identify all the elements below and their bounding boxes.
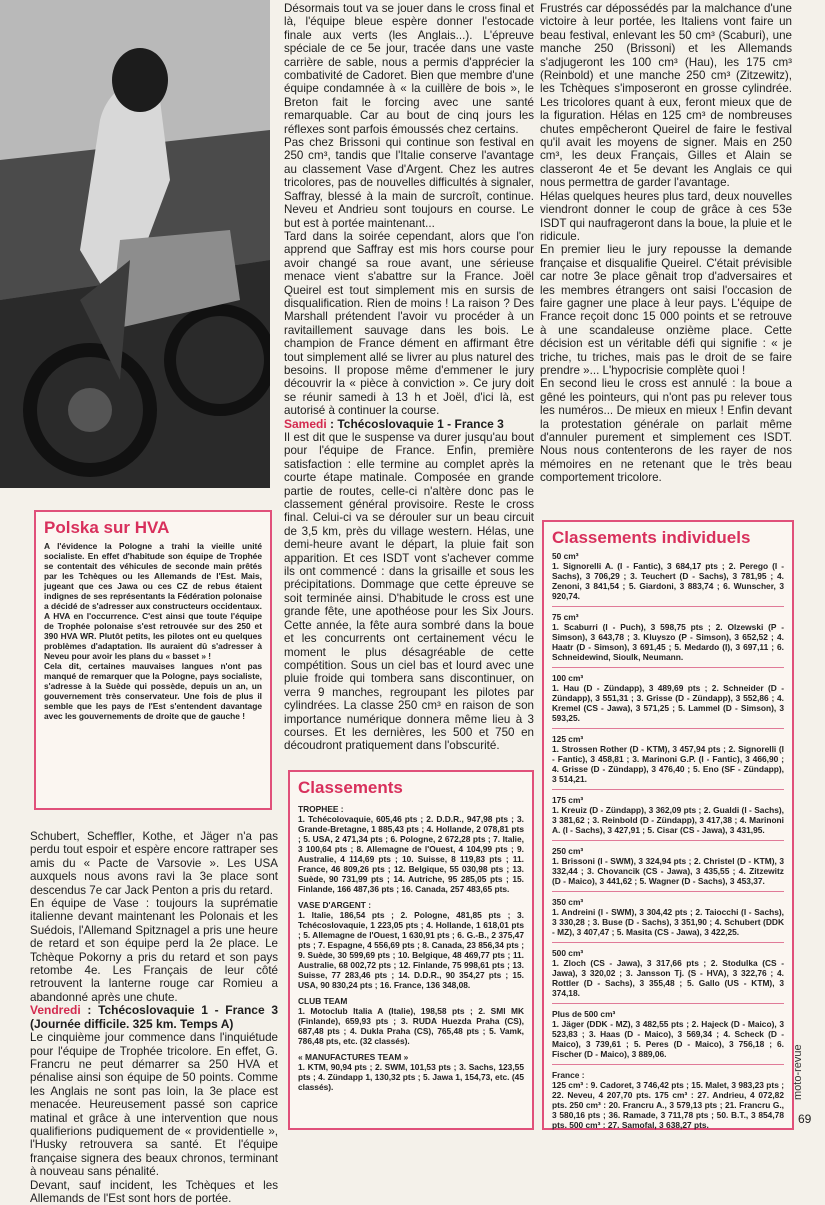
- class-label: 75 cm³: [552, 612, 579, 622]
- section-text: 1. Motoclub Italia A (Italie), 198,58 pts ; 2. SMI MK (Finlande), 659,93 pts ; 3. RUDA Huezda Praha (CS), 687,48 pts ; 4. Dukla Praha (CS), 765,48 pts ; 5. Vamk, 786,48 pts, etc. (32 classés).: [298, 1006, 524, 1046]
- paragraph: Tard dans la soirée cependant, alors que l'on apprend que Saffray est mis hors course pour avoir changé sa roue avant, une sérieuse menace vient s'abattre sur la France. Joël Queirel est tout simplement mis en sursis de disqualification. Rien de moins ! La raison ? Des Marshall prétendent l'avoir vu procéder à un ravitaillement sauvage dans les bois. Le champion de France dément en affirmant être tout simplement allé se livrer au plus naturel des besoins. Il propose même d'emmener le jury découvrir la « pièce à conviction ». Ce jury doit se réunir samedi à 13 h et Joël, d'ici là, est autorisé à continuer la course.: [284, 229, 534, 418]
- class-results: 1. Brissoni (I - SWM), 3 324,94 pts ; 2. Christel (D - KTM), 3 332,44 ; 3. Chovancik (CS - Jawa), 3 435,55 ; 4. Zitzewitz (D - Maico), 3 441,62 ; 5. Wagner (D - Sachs), 3 453,37.: [552, 856, 784, 886]
- section-text: 1. KTM, 90,94 pts ; 2. SWM, 101,53 pts ; 3. Sachs, 123,55 pts ; 4. Zündapp 1, 130,32 pts ; 5. Jawa 1, 154,73, etc. (45 classés).: [298, 1062, 524, 1092]
- section-title: VASE D'ARGENT :: [298, 900, 372, 910]
- paragraph: En second lieu le cross est annulé : la boue a gêné les pointeurs, qui n'ont pas pu relever tous les numéros... De mieux en mieux ! Enfin devant la protestation générale on parlait même d'annuler purement et simplement ces ISDT. Nous nous contenterons de les rayer de nos mémoires en ne retenant que le très beau comportement tricolore.: [540, 377, 792, 485]
- paragraph: Désormais tout va se jouer dans le cross final et là, l'équipe bleue espère donner l'estocade finale aux verts (les Anglais...). L'épreuve spéciale de ce 5e jour, tracée dans une vaste carrière de sable, nous a permis d'apprécier la combativité de Cadoret. Bien que membre d'une équipe condamnée à « la cuillère de bois », le Breton fait le forcing avec une santé remarquable. Car au bout de cinq jours les réflexes sont parfois émoussés chez certains.: [284, 2, 534, 136]
- section-title: « MANUFACTURES TEAM »: [298, 1052, 409, 1062]
- class-results: 1. Jäger (DDK - MZ), 3 482,55 pts ; 2. Hajeck (D - Maico), 3 523,83 ; 3. Haas (D - Maico), 3 569,34 ; 4. Scheck (D - Maico), 3 739,61 ; 5. Peres (D - Maico), 3 756,18 ; 6. Fischer (D - Maico), 3 889,06.: [552, 1019, 784, 1059]
- rider-photo: [0, 0, 270, 488]
- box-text: A l'évidence la Pologne a trahi la vieille unité socialiste. En effet d'habitude son équipe de Trophée se contentait des véhicules de seconde main prêtés par les Tchèques ou les Allemands de l'Est. Mais, jugeant que ces Jawa ou ces CZ de rebus étaient indignes de ses représentants la Fédération polonaise a décidé de s'adresser aux constructeurs occidentaux. A HVA en l'occurrence. C'est ainsi que toute l'équipe de Trophée polonaise s'est retrouvée sur des 250 et 390 HVA WR. Plutôt petits, les pilotes ont eu quelques problèmes d'adaptation. Ils auraient dû s'adresser à Neveu pour avoir les plans du « basset » !: [44, 541, 262, 661]
- class-results: 1. Zloch (CS - Jawa), 3 317,66 pts ; 2. Stodulka (CS - Jawa), 3 320,02 ; 3. Jansson Tj. (S - HVA), 3 322,76 ; 4. Rottler (D - Sachs), 3 355,48 ; 5. Gallo (US - KTM), 3 374,18.: [552, 958, 784, 998]
- class-results: 1. Hau (D - Zündapp), 3 489,69 pts ; 2. Schneider (D - Zündapp), 3 551,31 ; 3. Grisse (D - Zündapp), 3 552,86 ; 4. Kremel (CS - Jawa), 3 571,25 ; 5. Lammel (D - Simson), 3 593,25.: [552, 683, 784, 723]
- box-title: Classements individuels: [552, 528, 751, 547]
- section-text: 1. Italie, 186,54 pts ; 2. Pologne, 481,85 pts ; 3. Tchécoslovaquie, 1 223,05 pts ; 4. Hollande, 1 618,01 pts ; 5. Allemagne de l'Ouest, 1 630,91 pts ; 6. G.-B., 2 375,47 pts ; 7. Espagne, 4 556,69 pts ; 8. Canada, 23 856,34 pts ; 9. Suède, 30 599,69 pts ; 10. Belgique, 48 469,77 pts ; 11. Australie, 68 002,72 pts ; 12. Finlande, 75 998,61 pts ; 13. Suisse, 77 283,46 pts ; 14. D.D.R., 90 354,27 pts ; 15. USA, 90 830,24 pts ; 16. France, 136 348,08.: [298, 910, 524, 990]
- class-entry: [552, 673, 784, 729]
- class-entry: [552, 734, 784, 790]
- paragraph: Schubert, Scheffler, Kothe, et Jäger n'a pas perdu tout espoir et espère encore rattraper ses amis du « Pacte de Varsovie ». Les USA auxquels nous avons ravi la 3e place sont descendus 7e car Jack Penton a pris du retard.: [30, 830, 278, 897]
- class-label: France :: [552, 1070, 585, 1080]
- class-results: 1. Andreini (I - SWM), 3 304,42 pts ; 2. Taiocchi (I - Sachs), 3 330,28 ; 3. Buse (D - Sachs), 3 351,90 ; 4. Schubert (DDK - MZ), 3 407,47 ; 5. Masita (CS - Jawa), 3 422,25.: [552, 907, 784, 937]
- box-text: Cela dit, certaines mauvaises langues n'ont pas manqué de remarquer que la Pologne, pays socialiste, s'adresse à la Suède qui possède, depuis un an, un gouvernement très conservateur. Une fois de plus il semble que les pays de l'Est s'entendent davantage avec les gouvernements de droite que de gauche !: [44, 661, 262, 721]
- class-entry: [552, 1009, 784, 1065]
- section-text: 1. Tchécolovaquie, 605,46 pts ; 2. D.D.R., 947,98 pts ; 3. Grande-Bretagne, 1 885,43 pts ; 4. Hollande, 2 078,81 pts ; 5. USA, 2 471,34 pts ; 6. Pologne, 2 672,28 pts ; 7. Italie, 3 100,64 pts ; 8. Allemagne de l'Ouest, 4 104,99 pts ; 9. Australie, 4 114,69 pts ; 10. Suisse, 8 119,83 pts ; 11. France, 46 809,26 pts ; 12. Belgique, 55 030,98 pts ; 13. Suède, 90 731,99 pts ; 14. Autriche, 95 285,05 pts ; 15. Finlande, 166 487,36 pts ; 16. Canada, 257 483,65 pts.: [298, 814, 524, 894]
- class-entry: [552, 551, 784, 607]
- class-entry: [552, 948, 784, 1004]
- middle-column-text: [284, 2, 534, 753]
- day-label: Vendredi: [30, 1003, 81, 1018]
- day-title: : Tchécoslovaquie 1 - France 3: [326, 416, 504, 431]
- section-title: CLUB TEAM: [298, 996, 348, 1006]
- class-label: 50 cm³: [552, 551, 579, 561]
- class-label: 125 cm³: [552, 734, 584, 744]
- class-entry: [552, 897, 784, 943]
- magazine-name: [792, 1040, 822, 1100]
- hva-sidebar-box: [34, 510, 272, 810]
- individual-classements-box: [542, 520, 794, 1130]
- section-title: TROPHEE :: [298, 804, 344, 814]
- paragraph: Devant, sauf incident, les Tchèques et les Allemands de l'Est sont hors de portée.: [30, 1178, 278, 1205]
- friday-heading: [30, 1004, 278, 1031]
- brand-label: moto-revue: [792, 1044, 804, 1100]
- left-column-text: [30, 830, 278, 1205]
- paragraph: En premier lieu le jury repousse la demande française et disqualifie Queirel. C'était prévisible car notre 3e place gênait trop d'adversaires et les membres étrangers ont saisi l'occasion de faire gagner une place à leur pays. L'équipe de France reçoit donc 15 000 points et se retrouve à une scandaleuse onzième place. Cette décision est un véritable défi qui signifie : « je triche, tu triches, mais pas le droit de se faire prendre »... L'hypocrisie complète quoi !: [540, 243, 792, 377]
- right-column-text: [540, 2, 792, 485]
- class-results: 1. Kreuiz (D - Zündapp), 3 362,09 pts ; 2. Gualdi (I - Sachs), 3 381,62 ; 3. Reinbold (D - Zündapp), 3 417,38 ; 4. Marinoni A. (I - Sachs), 3 427,91 ; 5. Cisar (CS - Jawa), 3 431,95.: [552, 805, 784, 835]
- class-entry: [552, 795, 784, 841]
- classements-box: [288, 770, 534, 1130]
- paragraph: Le cinquième jour commence dans l'inquiétude pour l'équipe de Trophée tricolore. En effet, G. Francru ne peut démarrer sa 250 HVA et pénalise ainsi son équipe de 50 points. Comme les Anglais ne sont pas loin, la 3e place est menacée. Heureusement passé son caprice matinal et grâce à une intervention que nous qualifierions pudiquement de « providentielle », l'Husky retrouvera sa santé. Et l'équipe française signera des beaux chronos, terminant à nouveau sans pénalité.: [30, 1031, 278, 1179]
- class-results: 125 cm³ : 9. Cadoret, 3 746,42 pts ; 15. Malet, 3 983,23 pts ; 22. Neveu, 4 207,70 pts. 175 cm³ : 27. Andrieu, 4 072,82 pts. 250 cm³ : 20. Francru A., 3 579,13 pts ; 21. Francru G., 3 580,16 pts ; 36. Ramade, 3 711,78 pts ; 50. B.T., 3 854,78 pts. 500 cm³ : 27. Samofal, 3 638,27 pts.: [552, 1080, 784, 1130]
- class-label: 250 cm³: [552, 846, 584, 856]
- class-label: 350 cm³: [552, 897, 584, 907]
- saturday-heading: [284, 418, 534, 431]
- paragraph: Il est dit que le suspense va durer jusqu'au bout pour l'équipe de France. Enfin, première satisfaction : elle termine au complet après la courte étape matinale. Composée en grande partie de routes, celle-ci n'altère donc pas le classement général provisoire. Reste le cross final. Celui-ci va se dérouler sur un beau circuit de 3,5 km, près du village western. Hélas, une demi-heure avant le départ, la pluie fait son apparition. Et ces ISDT vont s'achever comme ils ont commencé : dans la grisaille et sous les précipitations. Dommage que cette épreuve se soit terminée ainsi. D'habitude le cross est une grande fête, une apothéose pour les Six Jours. Cette année, la fête aura sombré dans la boue et les concurrents ont certainement vécu le moment le plus désagréable de cette compétition. Sous un ciel bas et lourd avec une pluie froide qui tombera sans discontinuer, on verra 9 manches, regroupant les pilotes par cylindrées. La classe 250 cm³ en raison de son importance numérique donnera même lieu à 3 courses. Et les dernières, les 500 et 750 en découdront pratiquement dans l'obscurité.: [284, 431, 534, 753]
- class-entry: [552, 1070, 784, 1135]
- class-label: 100 cm³: [552, 673, 584, 683]
- paragraph: En équipe de Vase : toujours la suprématie italienne devant maintenant les Polonais et les Suédois, l'Allemand Spitznagel a pris une heure de retard et son équipe perd la 2e place. Le Tchèque Pokorny a pris du retard et son pays retombe 4e. Les Français de leur côté retrouvent la lanterne rouge car Romieu a abandonné après une chute.: [30, 897, 278, 1004]
- class-label: 175 cm³: [552, 795, 584, 805]
- box-title: Classements: [298, 778, 403, 797]
- class-label: 500 cm³: [552, 948, 584, 958]
- day-title: : Tchécoslovaquie 1 - France 3 (Journée difficile. 325 km. Temps A): [30, 1003, 278, 1031]
- paragraph: Hélas quelques heures plus tard, deux nouvelles viendront donner le coup de grâce à ces 53e ISDT qui naufrageront dans la boue, la pluie et le ridicule.: [540, 189, 792, 243]
- box-title: Polska sur HVA: [44, 518, 170, 537]
- paragraph: Pas chez Brissoni qui continue son festival en 250 cm³, tandis que l'Italie conserve l'avantage au classement Vase d'Argent. Chez les autres tricolores, pas de nouvelles difficultés à signaler, Saffray, blessé à la main de surcroît, continue. Neveu et Andrieu sont toujours en course. Le but est à portée maintenant...: [284, 136, 534, 230]
- class-results: 1. Scaburri (I - Puch), 3 598,75 pts ; 2. Olzewski (P - Simson), 3 643,78 ; 3. Kluyszo (P - Simson), 3 652,52 ; 4. Haatr (D - Simson), 3 691,45 ; 5. Medardo (I), 3 697,11 ; 6. Schneidewind, Sioulk, Neumann.: [552, 622, 784, 662]
- class-label: Plus de 500 cm³: [552, 1009, 616, 1019]
- class-entry: [552, 846, 784, 892]
- page-number: 69: [798, 1112, 812, 1126]
- class-results: 1. Signorelli A. (I - Fantic), 3 684,17 pts ; 2. Perego (I - Sachs), 3 706,29 ; 3. Teuchert (D - Sachs), 3 781,95 ; 4. Zenoni, 3 841,54 ; 5. Giardoni, 3 883,74 ; 6. Wunscher, 3 920,74.: [552, 561, 784, 601]
- class-results: 1. Strossen Rother (D - KTM), 3 457,94 pts ; 2. Signorelli (I - Fantic), 3 458,81 ; 3. Marinoni G.P. (I - Fantic), 3 466,90 ; 4. Grisse (D - Zündapp), 3 476,40 ; 5. Eno (SF - Zündapp), 3 514,21.: [552, 744, 784, 784]
- paragraph: Frustrés car dépossédés par la malchance d'une victoire à leur portée, les Italiens vont faire un beau festival, enlevant les 50 cm³ (Scaburi), une manche 250 (Brissoni) et les Allemands s'adjugeront les 100 cm³ (Hau), les 175 cm³ (Reinbold) et une manche 250 cm³ (Zitzewitz), les Tchèques s'imposeront en grosse cylindrée. Les tricolores quant à eux, feront mieux que de la figuration. Hélas en 125 cm³ de nombreuses chutes empêcheront Queirel de faire le festival qu'il avait les moyens de signer. Mais en 250 cm³, les deux Français, Gilles et Alain se classeront 4e et 5e devant les Anglais ce qui nous permettra de garder l'avantage.: [540, 2, 792, 190]
- day-label: Samedi: [284, 416, 327, 431]
- class-entry: [552, 612, 784, 668]
